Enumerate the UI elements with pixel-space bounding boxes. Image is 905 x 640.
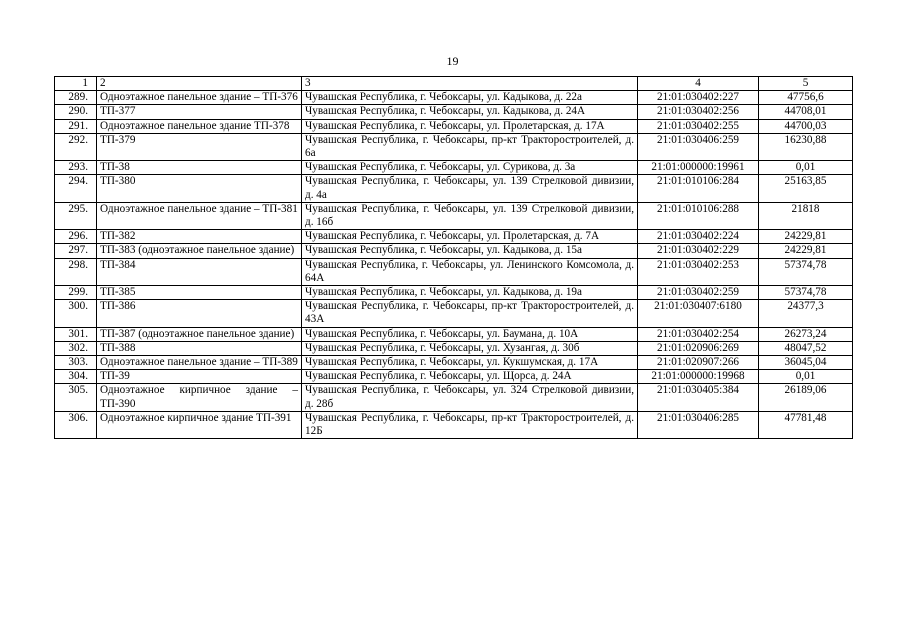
object-name: Одноэтажное панельное здание – ТП-376 [97, 91, 302, 105]
object-address: Чувашская Республика, г. Чебоксары, ул. Кукшумская, д. 17А [302, 356, 638, 370]
object-address: Чувашская Республика, г. Чебоксары, ул. Пролетарская, д. 17А [302, 119, 638, 133]
row-number: 303. [55, 356, 97, 370]
object-address: Чувашская Республика, г. Чебоксары, ул. Сурикова, д. 3а [302, 161, 638, 175]
object-address: Чувашская Республика, г. Чебоксары, пр-кт Тракторостроителей, д. 12Б [302, 411, 638, 438]
table-row [55, 300, 853, 327]
property-table [54, 76, 853, 439]
cadastral-number: 21:01:030407:6180 [638, 300, 759, 327]
object-value: 24229,81 [759, 244, 853, 258]
page-number: 19 [446, 54, 459, 68]
cadastral-number: 21:01:030402:224 [638, 230, 759, 244]
column-name-header: 2 [97, 77, 302, 91]
cadastral-number: 21:01:020906:269 [638, 341, 759, 355]
table-row [55, 384, 853, 411]
object-address: Чувашская Республика, г. Чебоксары, ул. Баумана, д. 10А [302, 327, 638, 341]
object-value: 44708,01 [759, 105, 853, 119]
cadastral-number: 21:01:030402:253 [638, 258, 759, 285]
object-value: 26189,06 [759, 384, 853, 411]
row-number: 304. [55, 370, 97, 384]
object-name: ТП-379 [97, 133, 302, 160]
object-address: Чувашская Республика, г. Чебоксары, ул. Щорса, д. 24А [302, 370, 638, 384]
object-address: Чувашская Республика, г. Чебоксары, пр-кт Тракторостроителей, д. 43А [302, 300, 638, 327]
object-name: Одноэтажное кирпичное здание – ТП-390 [97, 384, 302, 411]
table-row [55, 341, 853, 355]
cadastral-number: 21:01:030402:229 [638, 244, 759, 258]
object-name: Одноэтажное панельное здание – ТП-389 [97, 356, 302, 370]
object-name: Одноэтажное панельное здание ТП-378 [97, 119, 302, 133]
object-address: Чувашская Республика, г. Чебоксары, ул. Хузангая, д. 30б [302, 341, 638, 355]
object-value: 0,01 [759, 161, 853, 175]
object-name: ТП-385 [97, 286, 302, 300]
cadastral-number: 21:01:030406:259 [638, 133, 759, 160]
object-address: Чувашская Республика, г. Чебоксары, ул. Пролетарская, д. 7А [302, 230, 638, 244]
object-name: ТП-38 [97, 161, 302, 175]
row-number: 305. [55, 384, 97, 411]
table-row [55, 286, 853, 300]
object-address: Чувашская Республика, г. Чебоксары, пр-кт Тракторостроителей, д. 6а [302, 133, 638, 160]
column-number-header: 1 [55, 77, 97, 91]
object-value: 57374,78 [759, 258, 853, 285]
table-row [55, 133, 853, 160]
row-number: 299. [55, 286, 97, 300]
object-value: 47781,48 [759, 411, 853, 438]
object-name: ТП-384 [97, 258, 302, 285]
row-number: 289. [55, 91, 97, 105]
object-name: ТП-383 (одноэтажное панельное здание) [97, 244, 302, 258]
cadastral-number: 21:01:020907:266 [638, 356, 759, 370]
row-number: 293. [55, 161, 97, 175]
object-value: 0,01 [759, 370, 853, 384]
object-address: Чувашская Республика, г. Чебоксары, ул. Кадыкова, д. 24А [302, 105, 638, 119]
row-number: 301. [55, 327, 97, 341]
object-name: ТП-380 [97, 175, 302, 202]
cadastral-number: 21:01:000000:19961 [638, 161, 759, 175]
cadastral-number: 21:01:030406:285 [638, 411, 759, 438]
object-name: ТП-39 [97, 370, 302, 384]
cadastral-number: 21:01:030405:384 [638, 384, 759, 411]
object-address: Чувашская Республика, г. Чебоксары, ул. 139 Стрелковой дивизии, д. 4а [302, 175, 638, 202]
table-row [55, 370, 853, 384]
object-value: 24377,3 [759, 300, 853, 327]
object-name: Одноэтажное кирпичное здание ТП-391 [97, 411, 302, 438]
table-row [55, 202, 853, 229]
object-address: Чувашская Республика, г. Чебоксары, ул. Кадыкова, д. 15а [302, 244, 638, 258]
row-number: 295. [55, 202, 97, 229]
row-number: 302. [55, 341, 97, 355]
cadastral-number: 21:01:010106:288 [638, 202, 759, 229]
object-value: 25163,85 [759, 175, 853, 202]
cadastral-number: 21:01:030402:254 [638, 327, 759, 341]
object-value: 47756,6 [759, 91, 853, 105]
object-name: ТП-386 [97, 300, 302, 327]
cadastral-number: 21:01:030402:259 [638, 286, 759, 300]
row-number: 296. [55, 230, 97, 244]
table-row [55, 161, 853, 175]
table-row [55, 119, 853, 133]
column-cadastral-header: 4 [638, 77, 759, 91]
column-value-header: 5 [759, 77, 853, 91]
object-value: 24229,81 [759, 230, 853, 244]
row-number: 292. [55, 133, 97, 160]
table-row [55, 327, 853, 341]
row-number: 297. [55, 244, 97, 258]
table-row [55, 411, 853, 438]
table-row [55, 91, 853, 105]
object-value: 16230,88 [759, 133, 853, 160]
row-number: 291. [55, 119, 97, 133]
table-row [55, 175, 853, 202]
object-value: 44700,03 [759, 119, 853, 133]
row-number: 300. [55, 300, 97, 327]
column-address-header: 3 [302, 77, 638, 91]
row-number: 306. [55, 411, 97, 438]
object-value: 21818 [759, 202, 853, 229]
cadastral-number: 21:01:000000:19968 [638, 370, 759, 384]
object-value: 26273,24 [759, 327, 853, 341]
object-name: ТП-388 [97, 341, 302, 355]
table-row [55, 356, 853, 370]
table-header-row [55, 77, 853, 91]
cadastral-number: 21:01:030402:256 [638, 105, 759, 119]
object-address: Чувашская Республика, г. Чебоксары, ул. Кадыкова, д. 19а [302, 286, 638, 300]
table-row [55, 105, 853, 119]
cadastral-number: 21:01:030402:227 [638, 91, 759, 105]
cadastral-number: 21:01:030402:255 [638, 119, 759, 133]
object-address: Чувашская Республика, г. Чебоксары, ул. Кадыкова, д. 22а [302, 91, 638, 105]
row-number: 294. [55, 175, 97, 202]
object-name: ТП-387 (одноэтажное панельное здание) [97, 327, 302, 341]
object-value: 36045,04 [759, 356, 853, 370]
object-value: 48047,52 [759, 341, 853, 355]
table-row [55, 230, 853, 244]
object-value: 57374,78 [759, 286, 853, 300]
row-number: 298. [55, 258, 97, 285]
table-row [55, 244, 853, 258]
object-name: ТП-377 [97, 105, 302, 119]
cadastral-number: 21:01:010106:284 [638, 175, 759, 202]
table-row [55, 258, 853, 285]
property-table-body [55, 77, 853, 439]
row-number: 290. [55, 105, 97, 119]
object-name: Одноэтажное панельное здание – ТП-381 [97, 202, 302, 229]
object-address: Чувашская Республика, г. Чебоксары, ул. 324 Стрелковой дивизии, д. 28б [302, 384, 638, 411]
object-address: Чувашская Республика, г. Чебоксары, ул. Ленинского Комсомола, д. 64А [302, 258, 638, 285]
object-address: Чувашская Республика, г. Чебоксары, ул. 139 Стрелковой дивизии, д. 16б [302, 202, 638, 229]
object-name: ТП-382 [97, 230, 302, 244]
